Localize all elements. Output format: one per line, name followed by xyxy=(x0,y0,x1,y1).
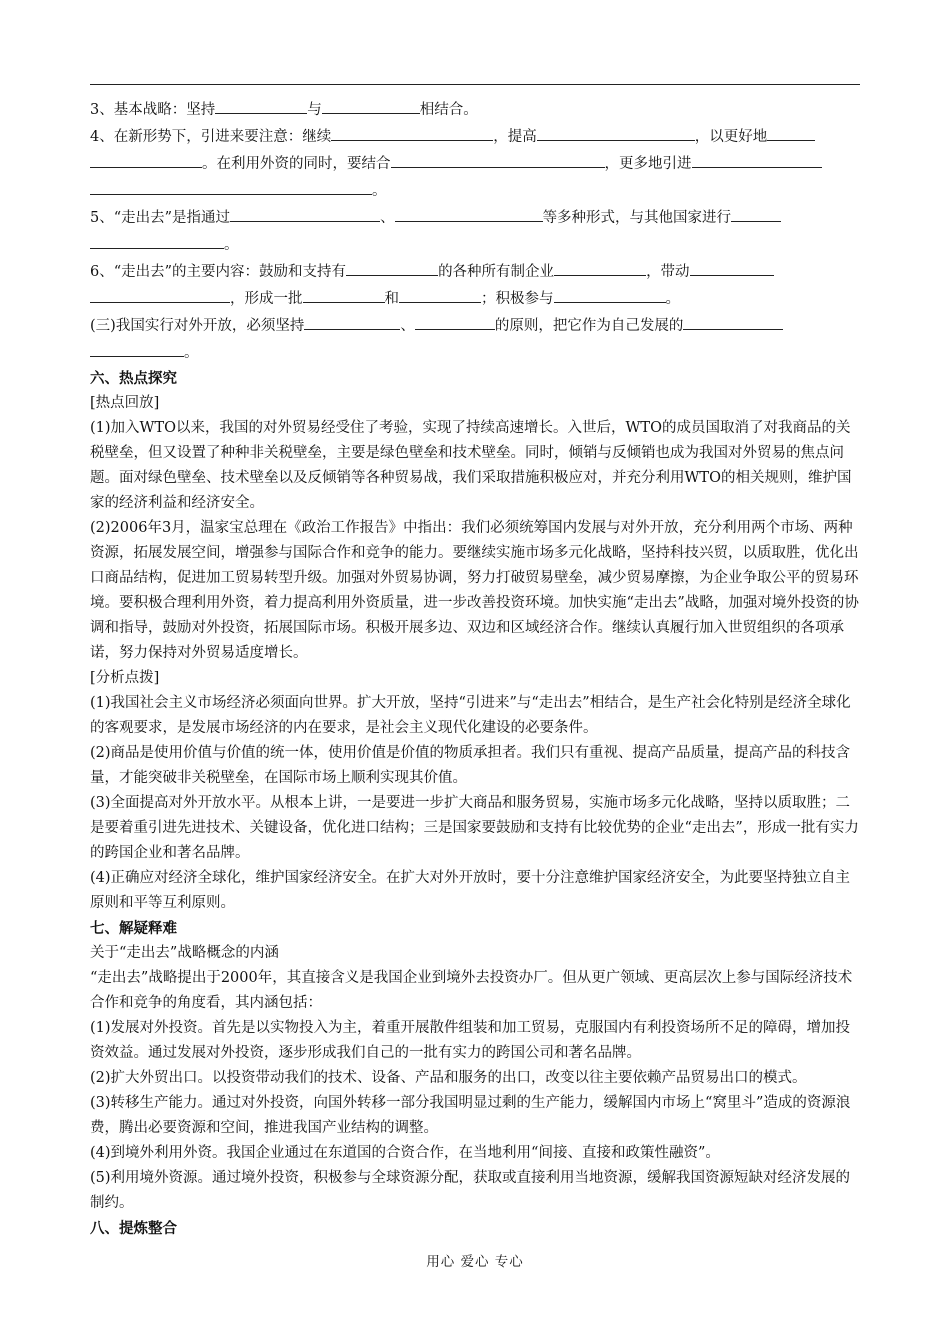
text-run: 。 xyxy=(184,345,199,361)
paragraph: (1)发展对外投资。首先是以实物投入为主，着重开展散件组装和加工贸易，克服国内有利投资场所不足的障碍，增加投资效益。通过发展对外投资，逐步形成我们自己的一批有实力的跨国公司和著名品牌。 xyxy=(90,1020,851,1061)
text-run: 相结合。 xyxy=(419,102,478,118)
text-run: 。 xyxy=(224,237,239,253)
paragraph: (1)加入WTO以来，我国的对外贸易经受住了考验，实现了持续高速增长。入世后，WTO的成员国取消了对我商品的关税壁垒，但又设置了种种非关税壁垒，主要是绿色壁垒和技术壁垒。同时，倾销与反倾销也成为我国对外贸易的焦点问题。面对绿色壁垒、技术壁垒以及反倾销等各种贸易战，我们采取措施积极应对，并充分利用WTO的相关规则，维护国家的经济利益和经济安全。 xyxy=(90,420,852,511)
answer-blank[interactable] xyxy=(346,258,438,276)
text-run: 等多种形式，与其他国家进行 xyxy=(542,210,732,226)
answer-blank[interactable] xyxy=(90,231,224,249)
question-4 xyxy=(90,123,860,204)
answer-blank[interactable] xyxy=(690,258,774,276)
paragraph: (2)商品是使用价值与价值的统一体，使用价值是价值的物质承担者。我们只有重视、提高产品质量，提高产品的科技含量，才能突破非关税壁垒，在国际市场上顺利实现其价值。 xyxy=(90,745,851,786)
paragraph: (3)全面提高对外开放水平。从根本上讲，一是要进一步扩大商品和服务贸易，实施市场多元化战略，坚持以质取胜；二是要着重引进先进技术、关键设备，优化进口结构；三是国家要鼓励和支持有比较优势的企业“走出去”，形成一批有实力的跨国企业和著名品牌。 xyxy=(90,795,859,861)
answer-blank[interactable] xyxy=(304,312,400,330)
answer-blank[interactable] xyxy=(692,150,822,168)
answer-blank[interactable] xyxy=(230,204,380,222)
text-run: 。 xyxy=(665,291,680,307)
answer-blank[interactable] xyxy=(399,285,481,303)
header-rule xyxy=(90,84,860,85)
paragraph: (4)正确应对经济全球化，维护国家经济安全。在扩大对外开放时，要十分注意维护国家经济安全，为此要坚持独立自主原则和平等互利原则。 xyxy=(90,870,851,911)
answer-blank[interactable] xyxy=(554,285,666,303)
text-run: 6、“走出去”的主要内容：鼓励和支持有 xyxy=(90,264,347,280)
text-run: ，提高 xyxy=(493,129,537,145)
answer-blank[interactable] xyxy=(90,339,184,357)
section-heading: 六、热点探究 xyxy=(90,370,177,387)
subsection-label: [热点回放] xyxy=(90,395,160,411)
answer-blank[interactable] xyxy=(90,150,202,168)
text-run: 3、基本战略：坚持 xyxy=(90,102,216,118)
text-run: 、 xyxy=(400,318,415,334)
text-run: 和 xyxy=(384,291,399,307)
text-run: 、 xyxy=(380,210,395,226)
text-run: 5、“走出去”是指通过 xyxy=(90,210,231,226)
question-6 xyxy=(90,258,860,312)
subsection-label: [分析点拨] xyxy=(90,670,160,686)
paragraph: (3)转移生产能力。通过对外投资，向国外转移一部分我国明显过剩的生产能力，缓解国内市场上“窝里斗”造成的资源浪费，腾出必要资源和空间，推进我国产业结构的调整。 xyxy=(90,1095,851,1136)
answer-blank[interactable] xyxy=(90,177,372,195)
section-heading: 八、提炼整合 xyxy=(90,1220,177,1237)
paragraph: (1)我国社会主义市场经济必须面向世界。扩大开放，坚持“引进来”与“走出去”相结合，是生产社会化特别是经济全球化的客观要求，是发展市场经济的内在要求，是社会主义现代化建设的必要条件。 xyxy=(90,695,851,736)
text-run: 的原则，把它作为自己发展的 xyxy=(494,318,684,334)
answer-blank[interactable] xyxy=(767,123,815,141)
answer-blank[interactable] xyxy=(554,258,646,276)
paragraph: (4)到境外利用外资。我国企业通过在东道国的合资合作，在当地利用“间接、直接和政策性融资”。 xyxy=(90,1145,720,1161)
paragraph: (2)2006年3月，温家宝总理在《政治工作报告》中指出：我们必须统筹国内发展与对外开放，充分利用两个市场、两种资源，拓展发展空间，增强参与国际合作和竞争的能力。要继续实施市场多元化战略，坚持科技兴贸，以质取胜，优化出口商品结构，促进加工贸易转型升级。加强对外贸易协调，努力打破贸易壁垒，减少贸易摩擦，为企业争取公平的贸易环境。要积极合理利用外资，着力提高利用外资质量，进一步改善投资环境。加快实施“走出去”战略，加强对境外投资的协调和指导，鼓励对外投资，拓展国际市场。积极开展多边、双边和区域经济合作。继续认真履行加入世贸组织的各项承诺，努力保持对外贸易适度增长。 xyxy=(90,520,859,661)
answer-blank[interactable] xyxy=(415,312,495,330)
text-run: ，以更好地 xyxy=(694,129,768,145)
text-run: ；积极参与 xyxy=(481,291,554,307)
paragraph: (5)利用境外资源。通过境外投资，积极参与全球资源分配，获取或直接利用当地资源，缓解我国资源短缺对经济发展的制约。 xyxy=(90,1170,851,1211)
paragraph: “走出去”战略提出于2000年，其直接含义是我国企业到境外去投资办厂。但从更广领域、更高层次上参与国际经济技术合作和竞争的角度看，其内涵包括： xyxy=(90,970,853,1011)
text-run: ，更多地引进 xyxy=(604,156,692,172)
text-run: ，形成一批 xyxy=(230,291,303,307)
answer-blank[interactable] xyxy=(391,150,605,168)
text-run: 4、在新形势下，引进来要注意：继续 xyxy=(90,129,332,145)
text-run: 。在利用外资的同时，要结合 xyxy=(202,156,391,172)
text-run: 。 xyxy=(372,183,387,199)
answer-blank[interactable] xyxy=(395,204,543,222)
document-body xyxy=(90,96,860,1241)
answer-blank[interactable] xyxy=(90,285,230,303)
answer-blank[interactable] xyxy=(331,123,493,141)
answer-blank[interactable] xyxy=(322,96,420,114)
page-footer: 用心 爱心 专心 xyxy=(426,1254,524,1270)
answer-blank[interactable] xyxy=(537,123,695,141)
question-3 xyxy=(90,96,860,123)
answer-blank[interactable] xyxy=(215,96,307,114)
section-heading: 七、解疑释难 xyxy=(90,920,177,937)
answer-blank[interactable] xyxy=(683,312,783,330)
text-run: 的各种所有制企业 xyxy=(438,264,555,280)
subsection-label: 关于“走出去”战略概念的内涵 xyxy=(90,945,279,961)
answer-blank[interactable] xyxy=(731,204,781,222)
question-5 xyxy=(90,204,860,258)
answer-blank[interactable] xyxy=(303,285,385,303)
paragraph: (2)扩大外贸出口。以投资带动我们的技术、设备、产品和服务的出口，改变以往主要依赖产品贸易出口的模式。 xyxy=(90,1070,807,1086)
text-run: (三)我国实行对外开放，必须坚持 xyxy=(90,318,305,334)
text-run: 与 xyxy=(307,102,322,118)
text-run: ，带动 xyxy=(646,264,690,280)
document-page xyxy=(90,0,860,1344)
question-three xyxy=(90,312,860,366)
